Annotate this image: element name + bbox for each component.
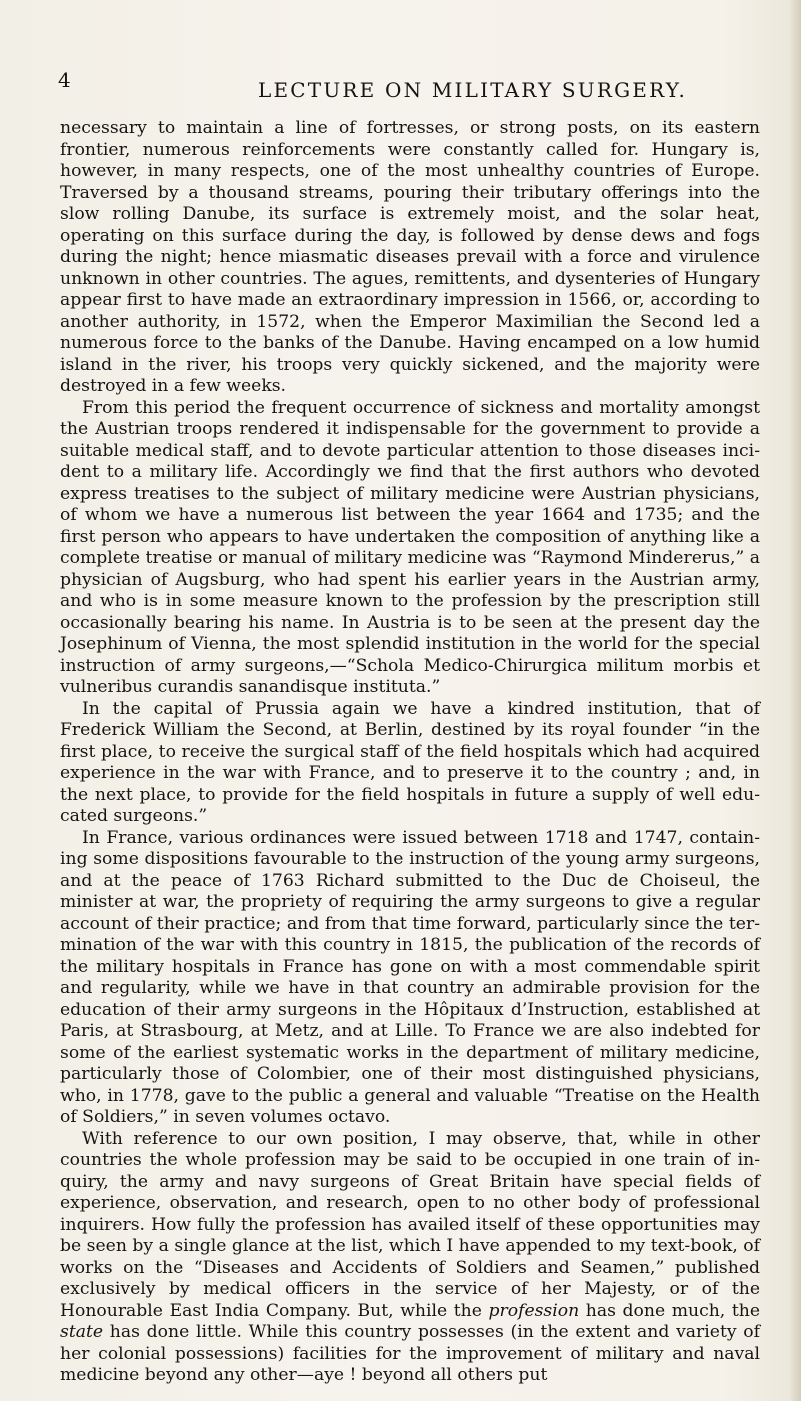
paragraph-3 <box>60 699 760 828</box>
paragraph-1 <box>60 118 760 398</box>
paragraph-5 <box>60 1129 760 1387</box>
paragraph-5-text-b: has done much, the <box>579 1300 761 1321</box>
paragraph-1-text: necessary to maintain a line of fortresses, or strong posts, on its eastern frontier, numerous reinforcements were constantly called for. Hungary is, however, in many respects, one of the most unhealthy countries of Europe. Traversed by a thousand streams, pouring their tributary offerings into the slow rolling Danube, its surface is extremely moist, and the solar heat, operating on this surface during the day, is followed by dense dews and fogs during the night; hence miasmatic diseases prevail with a force and virulence unknown in other countries. The agues, remittents, and dysenteries of Hungary appear first to have made an extraordinary impression in 1566, or, according to another authority, in 1572, when the Emperor Maximilian the Second led a numerous force to the banks of the Danube. Having encamped on a low humid island in the river, his troops very quickly sickened, and the majority were destroyed in a few weeks. <box>60 118 760 396</box>
paragraph-2-text: From this period the frequent occurrence of sickness and mortality amongst the Austrian troops rendered it indispensable for the government to provide a suitable medical staff, and to devote particular attention to those diseases incident to a military life. Accordingly we find that the first authors who devoted express treatises to the subject of military medicine were Austrian physicians, of whom we have a numerous list between the year 1664 and 1735; and the first person who appears to have undertaken the composition of anything like a complete treatise or manual of military medicine was “Raymond Mindererus,” a physician of Augsburg, who had spent his earlier years in the Austrian army, and who is in some measure known to the profession by the prescription still occasionally bearing his name. In Austria is to be seen at the present day the Josephinum of Vienna, the most splendid institution in the world for the special instruction of army surgeons,—“Schola Medico-Chirurgica militum morbis et vulneribus curandis sanandisque instituta.” <box>60 397 760 697</box>
paragraph-4-text: In France, various ordinances were issued between 1718 and 1747, containing some dispositions favourable to the instruction of the young army surgeons, and at the peace of 1763 Richard submitted to the Duc de Choiseul, the minister at war, the propriety of requiring the army surgeons to give a regular account of their practice; and from that time forward, particularly since the termination of the war with this country in 1815, the publication of the records of the military hospitals in France has gone on with a most commendable spirit and regularity, while we have in that country an admirable provision for the education of their army surgeons in the Hôpitaux d’Instruction, established at Paris, at Strasbourg, at Metz, and at Lille. To France we are also indebted for some of the earliest systematic works in the department of military medicine, particularly those of Colombier, one of their most distinguished physicians, who, in 1778, gave to the public a general and valuable “Treatise on the Health of Soldiers,” in seven volumes octavo. <box>60 827 760 1127</box>
paragraph-2 <box>60 398 760 699</box>
emphasis-profession: profession <box>488 1300 580 1321</box>
paragraph-5-text-a: With reference to our own position, I may observe, that, while in other countries the whole profession may be said to be occupied in one train of inquiry, the army and navy surgeons of Great Britain have special fields of experience, observation, and research, open to no other body of professional inquirers. How fully the profession has availed itself of these opportunities may be seen by a single glance at the list, which I have appended to my text-book, of works on the “Diseases and Accidents of Soldiers and Seamen,” published exclusively by medical officers in the service of her Majesty, or of the Honourable East India Company. But, while the <box>60 1128 760 1321</box>
page-number: 4 <box>58 68 72 92</box>
running-head: LECTURE ON MILITARY SURGERY. <box>258 78 688 102</box>
body-text <box>60 118 760 1387</box>
emphasis-state: state <box>60 1322 104 1342</box>
page-edge-shadow <box>789 0 801 1401</box>
paragraph-3-text: In the capital of Prussia again we have a kindred institution, that of Frederick William the Second, at Berlin, destined by its royal founder “in the first place, to receive the surgical staff of the field hospitals which had acquired experience in the war with France, and to preserve it to the country ; and, in the next place, to provide for the field hospitals in future a supply of well educated surgeons.” <box>60 698 760 826</box>
paragraph-4 <box>60 828 760 1129</box>
paragraph-5-text-c: has done little. While this country possesses (in the extent and variety of her colonial possessions) facilities for the improvement of military and naval medicine beyond any other—aye ! beyond all others put <box>60 1322 760 1385</box>
